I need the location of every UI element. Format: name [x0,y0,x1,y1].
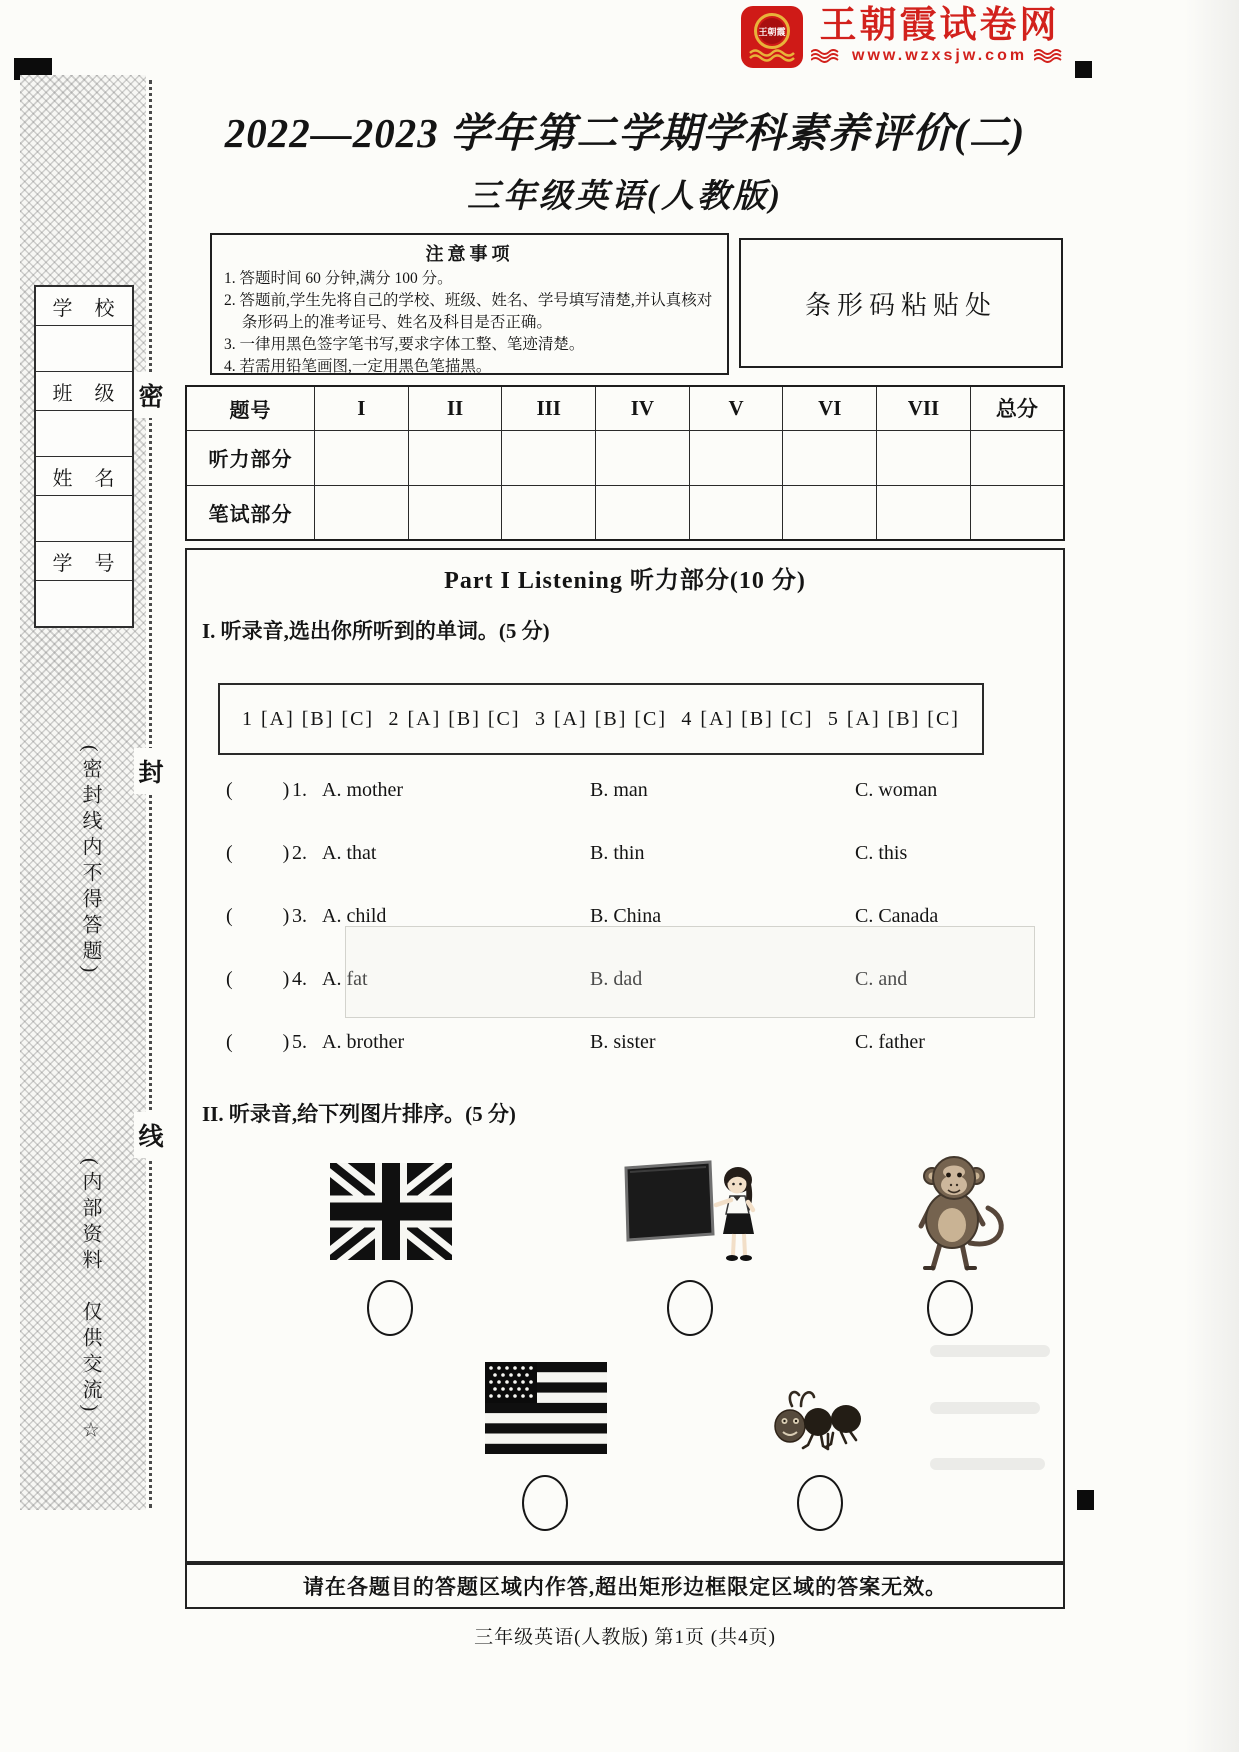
score-table-corner: 题号 [186,386,315,430]
score-table-column-header: 总分 [970,386,1064,430]
answer-strip-number: 2 [388,707,399,730]
wave-decoration-right [1034,49,1068,63]
question-number: 4. [292,968,307,990]
option-a[interactable]: A. brother [322,1031,405,1053]
score-cell[interactable] [596,485,690,540]
answer-area-warning-text: 请在各题目的答题区域内作答,超出矩形边框限定区域的答案无效。 [302,1575,948,1599]
question-number: 2. [292,842,307,864]
answer-strip-number: 1 [242,707,252,730]
exam-notes-list [224,268,715,378]
seal-field-input[interactable] [36,326,132,372]
option-c[interactable]: C. this [855,842,908,864]
option-b[interactable]: B. man [590,779,648,801]
score-table-column-header: VI [783,386,877,430]
seal-field-label: 学 校 [36,287,132,326]
score-cell[interactable] [408,430,502,485]
score-cell[interactable] [877,430,971,485]
answer-strip-options: [A] [B] [C] [553,707,668,730]
section2-title: II. 听录音,给下列图片排序。(5 分) [202,1102,516,1126]
option-a[interactable]: A. mother [322,779,404,801]
order-circle[interactable] [797,1475,843,1531]
score-table [185,385,1065,541]
exam-notes-box [210,233,729,375]
answer-strip-number: 3 [534,707,545,730]
seal-line-char: 封 [134,748,168,794]
exam-subtitle: 三年级英语(人教版) [467,179,783,215]
seal-note-internal-material: (内部资料 仅供交流)☆ [79,1158,101,1448]
bleed-through-artifact [930,1345,1050,1357]
option-b[interactable]: B. thin [590,842,645,864]
score-cell[interactable] [315,485,409,540]
option-b[interactable]: B. sister [590,1031,656,1053]
score-table-column-header: IV [596,386,690,430]
brand-url: www.wzxsjw.com [852,46,1028,64]
brand-name: 王朝霞试卷网 [819,4,1060,45]
brand-logo [741,6,1068,68]
answer-strip-options: [A] [B] [C] [846,707,960,730]
score-table-column-header: III [502,386,596,430]
answer-strip-options: [A] [B] [C] [261,707,375,730]
order-circle[interactable] [927,1280,973,1336]
question-number: 1. [292,779,307,801]
option-a[interactable]: A. that [322,842,377,864]
seal-field-label: 班 级 [36,372,132,411]
exam-note-item: 2. 答题前,学生先将自己的学校、班级、姓名、学号填写清楚,并认真核对条形码上的准考证号、姓名及科目是否正确。 [224,292,713,331]
score-table-row-label: 听力部分 [186,430,315,485]
score-cell[interactable] [783,485,877,540]
order-circle[interactable] [522,1475,568,1531]
score-table-row-label: 笔试部分 [186,485,315,540]
registration-mark-top-right [1075,61,1092,78]
us-flag-image [485,1362,607,1459]
score-cell[interactable] [783,430,877,485]
answer-strip-group[interactable] [242,708,374,731]
exam-note-item: 4. 若需用铅笔画图,一定用黑色笔描黑。 [224,358,492,375]
answer-blank[interactable]: ( ) [226,779,290,801]
seal-dotted-line [149,80,152,1508]
seal-field-input[interactable] [36,411,132,457]
registration-mark-bottom-right [1077,1490,1094,1510]
score-cell[interactable] [502,485,596,540]
score-table-column-header: II [408,386,502,430]
order-circle[interactable] [367,1280,413,1336]
option-c[interactable]: C. father [855,1031,925,1053]
monkey-image [910,1148,1010,1288]
score-cell[interactable] [877,485,971,540]
logo-icon-text: 王朝霞 [758,27,786,37]
seal-line-char: 密 [134,372,168,418]
bleed-through-artifact [930,1458,1045,1470]
seal-line-char: 线 [134,1112,168,1158]
option-a[interactable]: A. child [322,905,387,927]
question-number: 3. [292,905,307,927]
answer-strip-group[interactable] [388,708,520,731]
option-b[interactable]: B. dad [590,968,643,990]
answer-strip-group[interactable] [828,708,960,731]
page-footer: 三年级英语(人教版) 第1页 (共4页) [474,1627,776,1648]
answer-strip-options: [A] [B] [C] [407,707,521,730]
wave-decoration-left [811,49,845,63]
answer-blank[interactable]: ( ) [226,968,290,990]
brand-logo-icon [741,6,803,68]
score-cell[interactable] [315,430,409,485]
seal-field-input[interactable] [36,581,132,626]
uk-flag-image [330,1163,452,1265]
answer-blank[interactable]: ( ) [226,842,290,864]
seal-field-input[interactable] [36,496,132,542]
section1-title: I. 听录音,选出你所听到的单词。(5 分) [202,619,550,643]
answer-strip-number: 5 [827,707,838,730]
question-number: 5. [292,1031,307,1053]
student-info-box [34,285,134,628]
exam-title: 2022—2023 学年第二学期学科素养评价(二) [224,110,1026,156]
teacher-blackboard-image [620,1158,770,1275]
exam-notes-title: 注意事项 [425,244,514,264]
score-table-column-header: V [689,386,783,430]
question-row [210,1027,1055,1090]
score-cell[interactable] [689,485,783,540]
answer-strip-group[interactable] [535,708,667,731]
option-a[interactable]: A. fat [322,968,368,990]
seal-field-label: 姓 名 [36,457,132,496]
barcode-paste-box[interactable] [739,238,1063,368]
score-cell[interactable] [689,430,783,485]
score-cell[interactable] [970,430,1064,485]
option-b[interactable]: B. China [590,905,662,927]
order-circle[interactable] [667,1280,713,1336]
option-c[interactable]: C. and [855,968,908,990]
question-row [210,775,1055,838]
answer-strip-box [218,683,984,755]
scan-edge-shading [1184,0,1239,1752]
seal-field-label: 学 号 [36,542,132,581]
option-c[interactable]: C. Canada [855,905,939,927]
answer-strip-options: [A] [B] [C] [700,707,814,730]
score-table-column-header: I [315,386,409,430]
bleed-through-artifact [345,926,1035,1018]
barcode-paste-label: 条形码粘贴处 [804,290,997,320]
score-table-column-header: VII [877,386,971,430]
question-row [210,838,1055,901]
answer-strip-group[interactable] [681,708,813,731]
bleed-through-artifact [930,1402,1040,1414]
answer-blank[interactable]: ( ) [226,905,290,927]
ant-image [770,1386,875,1457]
score-cell[interactable] [970,485,1064,540]
answer-area-warning-bar [185,1563,1065,1609]
exam-note-item: 3. 一律用黑色签字笔书写,要求字体工整、笔迹清楚。 [224,336,585,353]
answer-blank[interactable]: ( ) [226,1031,290,1053]
score-cell[interactable] [408,485,502,540]
option-c[interactable]: C. woman [855,779,938,801]
score-cell[interactable] [502,430,596,485]
part1-heading: Part I Listening 听力部分(10 分) [444,568,806,594]
answer-strip-number: 4 [681,707,692,730]
score-cell[interactable] [596,430,690,485]
exam-note-item: 1. 答题时间 60 分钟,满分 100 分。 [224,270,453,287]
seal-note-no-answer: (密封线内不得答题) [79,745,101,979]
